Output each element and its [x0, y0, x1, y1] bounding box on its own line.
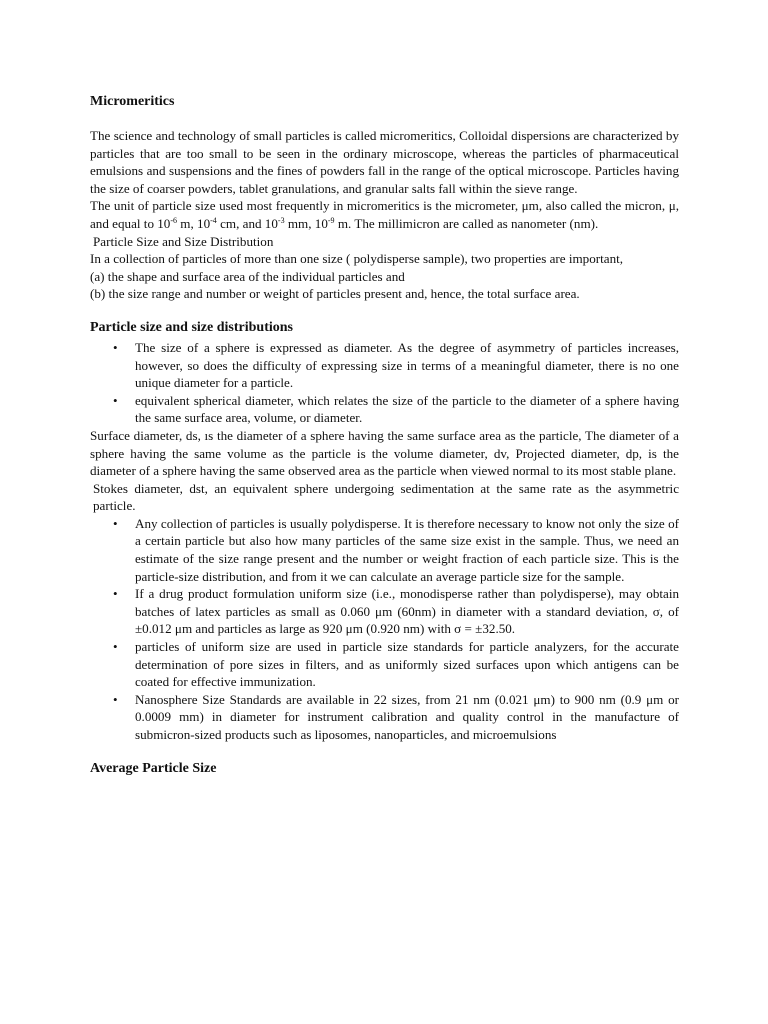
bullet-text: particles of uniform size are used in particle size standards for particle analyzers, for the accurate determination of pore sizes in filters, and as uniformly sized surfaces upon which antigens can be coated for effective immunization. — [135, 639, 679, 690]
surface-diameter-paragraph: Surface diameter, ds, ıs the diameter of a sphere having the same surface area as the particle, The diameter of a sphere having the same volume as the particle is the volume diameter, dv, Projected diameter, dp, is the diameter of a sphere having the same observed area as the particle when viewed normal to its most stable plane. — [90, 427, 679, 479]
bullet-text: equivalent spherical diameter, which relates the size of the particle to the diameter of a sphere having the same surface area, volume, or diameter. — [135, 392, 679, 426]
list-item-a: (a) the shape and surface area of the individual particles and — [90, 268, 405, 284]
list-item — [90, 339, 679, 392]
section-heading-average-size: Average Particle Size — [90, 760, 217, 776]
document-title: Micromeritics — [90, 94, 175, 109]
bullet-text: If a drug product formulation uniform size (i.e., monodisperse rather than polydisperse), may obtain batches of latex particles as small as 0.060 μm (60nm) in diameter with a standard deviation, σ, of ±0.012 μm and particles as large as 920 μm (0.920 nm) with σ = ±32.50. — [135, 586, 679, 637]
bullet-text: Nanosphere Size Standards are available in 22 sizes, from 21 nm (0.021 μm) to 900 nm (0.9 μm or 0.0009 mm) in diameter for instrument calibration and quality control in the manufacture of submicron-sized products such as liposomes, nanoparticles, and microemulsions — [135, 691, 679, 742]
bullet-icon: • — [113, 339, 118, 355]
bullet-icon: • — [113, 586, 118, 602]
list-item — [90, 515, 679, 585]
bullet-text: The size of a sphere is expressed as diameter. As the degree of asymmetry of particles increases, however, so does the difficulty of expressing size in terms of a meaningful diameter, there is no one unique diameter for a particle. — [135, 339, 679, 391]
list-item — [90, 392, 679, 427]
document-page — [90, 93, 679, 778]
bullet-icon: • — [113, 392, 118, 408]
intro-paragraph-1: The science and technology of small particles is called micromeritics, Colloidal dispersions are characterized by particles that are too small to be seen in the ordinary microscope, whereas the particles of pharmaceutical emulsions and suspensions and the fines of powders fall in the range of the optical microscope. Particles having the size of coarser powders, tablet granulations, and granular salts fall within the sieve range. — [90, 128, 679, 196]
stokes-diameter-paragraph: Stokes diameter, dst, an equivalent sphere undergoing sedimentation at the same rate as the asymmetric particle. — [93, 480, 679, 514]
subheading-size-distribution: Particle Size and Size Distribution — [93, 233, 274, 249]
section-heading-size-distributions: Particle size and size distributions — [90, 319, 293, 335]
unit-text-part: The unit of particle size used most frequently in micromeritics is the micrometer, μm, also called the micron, μ, and equal to 10 — [90, 198, 679, 231]
exponent: -6 — [170, 215, 178, 225]
bullet-list-2 — [90, 515, 679, 744]
list-item — [90, 638, 679, 691]
list-item-b: (b) the size range and number or weight of particles present and, hence, the total surface area. — [90, 286, 580, 302]
intro-paragraph-3: In a collection of particles of more than one size ( polydisperse sample), two properties are important, — [90, 251, 624, 267]
exponent: -4 — [210, 215, 217, 225]
bullet-text: Any collection of particles is usually polydisperse. It is therefore necessary to know not only the size of a certain particle but also how many particles of the same size exist in the sample. Thus, we need an estimate of the size range present and the number or weight fraction of each particle size. This is the particle-size distribution, and from it we can calculate an average particle size for the sample. — [135, 515, 679, 584]
exponent: -9 — [327, 215, 335, 225]
bullet-icon: • — [113, 691, 118, 707]
intro-paragraph-2 — [90, 197, 679, 232]
bullet-list-1 — [90, 339, 679, 427]
unit-text-part: mm, 10 — [284, 215, 328, 231]
exponent: -3 — [277, 215, 285, 225]
unit-text-part: m, 10 — [177, 215, 211, 231]
unit-text-part: m. The millimicron are called as nanometer (nm). — [334, 215, 599, 231]
bullet-icon: • — [113, 639, 118, 655]
list-item — [90, 585, 679, 638]
unit-text-part: cm, and 10 — [216, 215, 278, 231]
bullet-icon: • — [113, 515, 118, 531]
list-item — [90, 691, 679, 744]
